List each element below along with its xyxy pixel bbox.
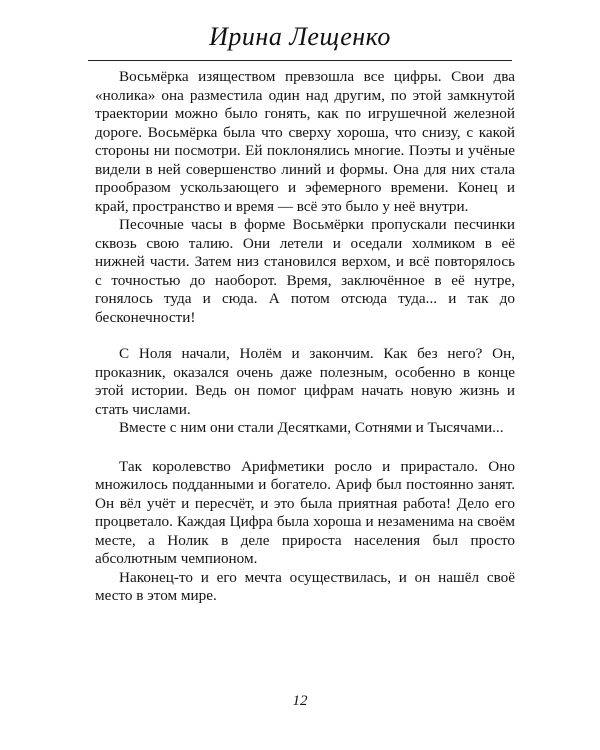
- paragraph: Наконец-то и его мечта осуществилась, и он нашёл своё место в этом мире.: [95, 568, 515, 604]
- section-break: [95, 327, 515, 345]
- section-break: [95, 438, 515, 458]
- paragraph: Восьмёрка изяществом превзошла все цифры. Свои два «нолика» она разместила один над другим, по этой замкнутой траектории можно было гонять, как по игрушечной железной дороге. Восьмёрка была что сверху хороша, что снизу, с какой стороны ни посмотри. Ей поклонялись многие. Поэты и учёные видели в ней совершенство линий и формы. Она для них стала прообразом ускользающего и эфемерного времени. Конец и край, пространство и время — всё это было у неё внутри.: [95, 68, 515, 215]
- running-header-author: Ирина Лещенко: [209, 22, 391, 51]
- paragraph: Так королевство Арифметики росло и прирастало. Оно множилось подданными и богатело. Ариф был постоянно занят. Он вёл учёт и пересчёт, и это была приятная работа! Дело его процветало. Каждая Цифра была хороша и незаменима на своём месте, а Нолик в деле прироста населения был просто абсолютным чемпионом.: [95, 457, 515, 567]
- paragraph: Песочные часы в форме Восьмёрки пропускали песчинки сквозь свою талию. Они летели и оседали холмиком в её нижней части. Затем низ становился верхом, и всё повторялось с точностью до наоборот. Время, заключённое в её нутре, гонялось туда и сюда. А потом отсюда туда... и так до бесконечности!: [95, 216, 515, 326]
- page-body: [95, 68, 515, 606]
- page-number: 12: [292, 693, 308, 709]
- paragraph: Вместе с ним они стали Десятками, Сотнями и Тысячами...: [119, 419, 504, 436]
- paragraph: С Ноля начали, Нолём и закончим. Как без него? Он, проказник, оказался очень даже полезным, особенно в конце этой истории. Ведь он помог цифрам начать новую жизнь и стать числами.: [95, 345, 515, 418]
- header-rule: [88, 60, 512, 61]
